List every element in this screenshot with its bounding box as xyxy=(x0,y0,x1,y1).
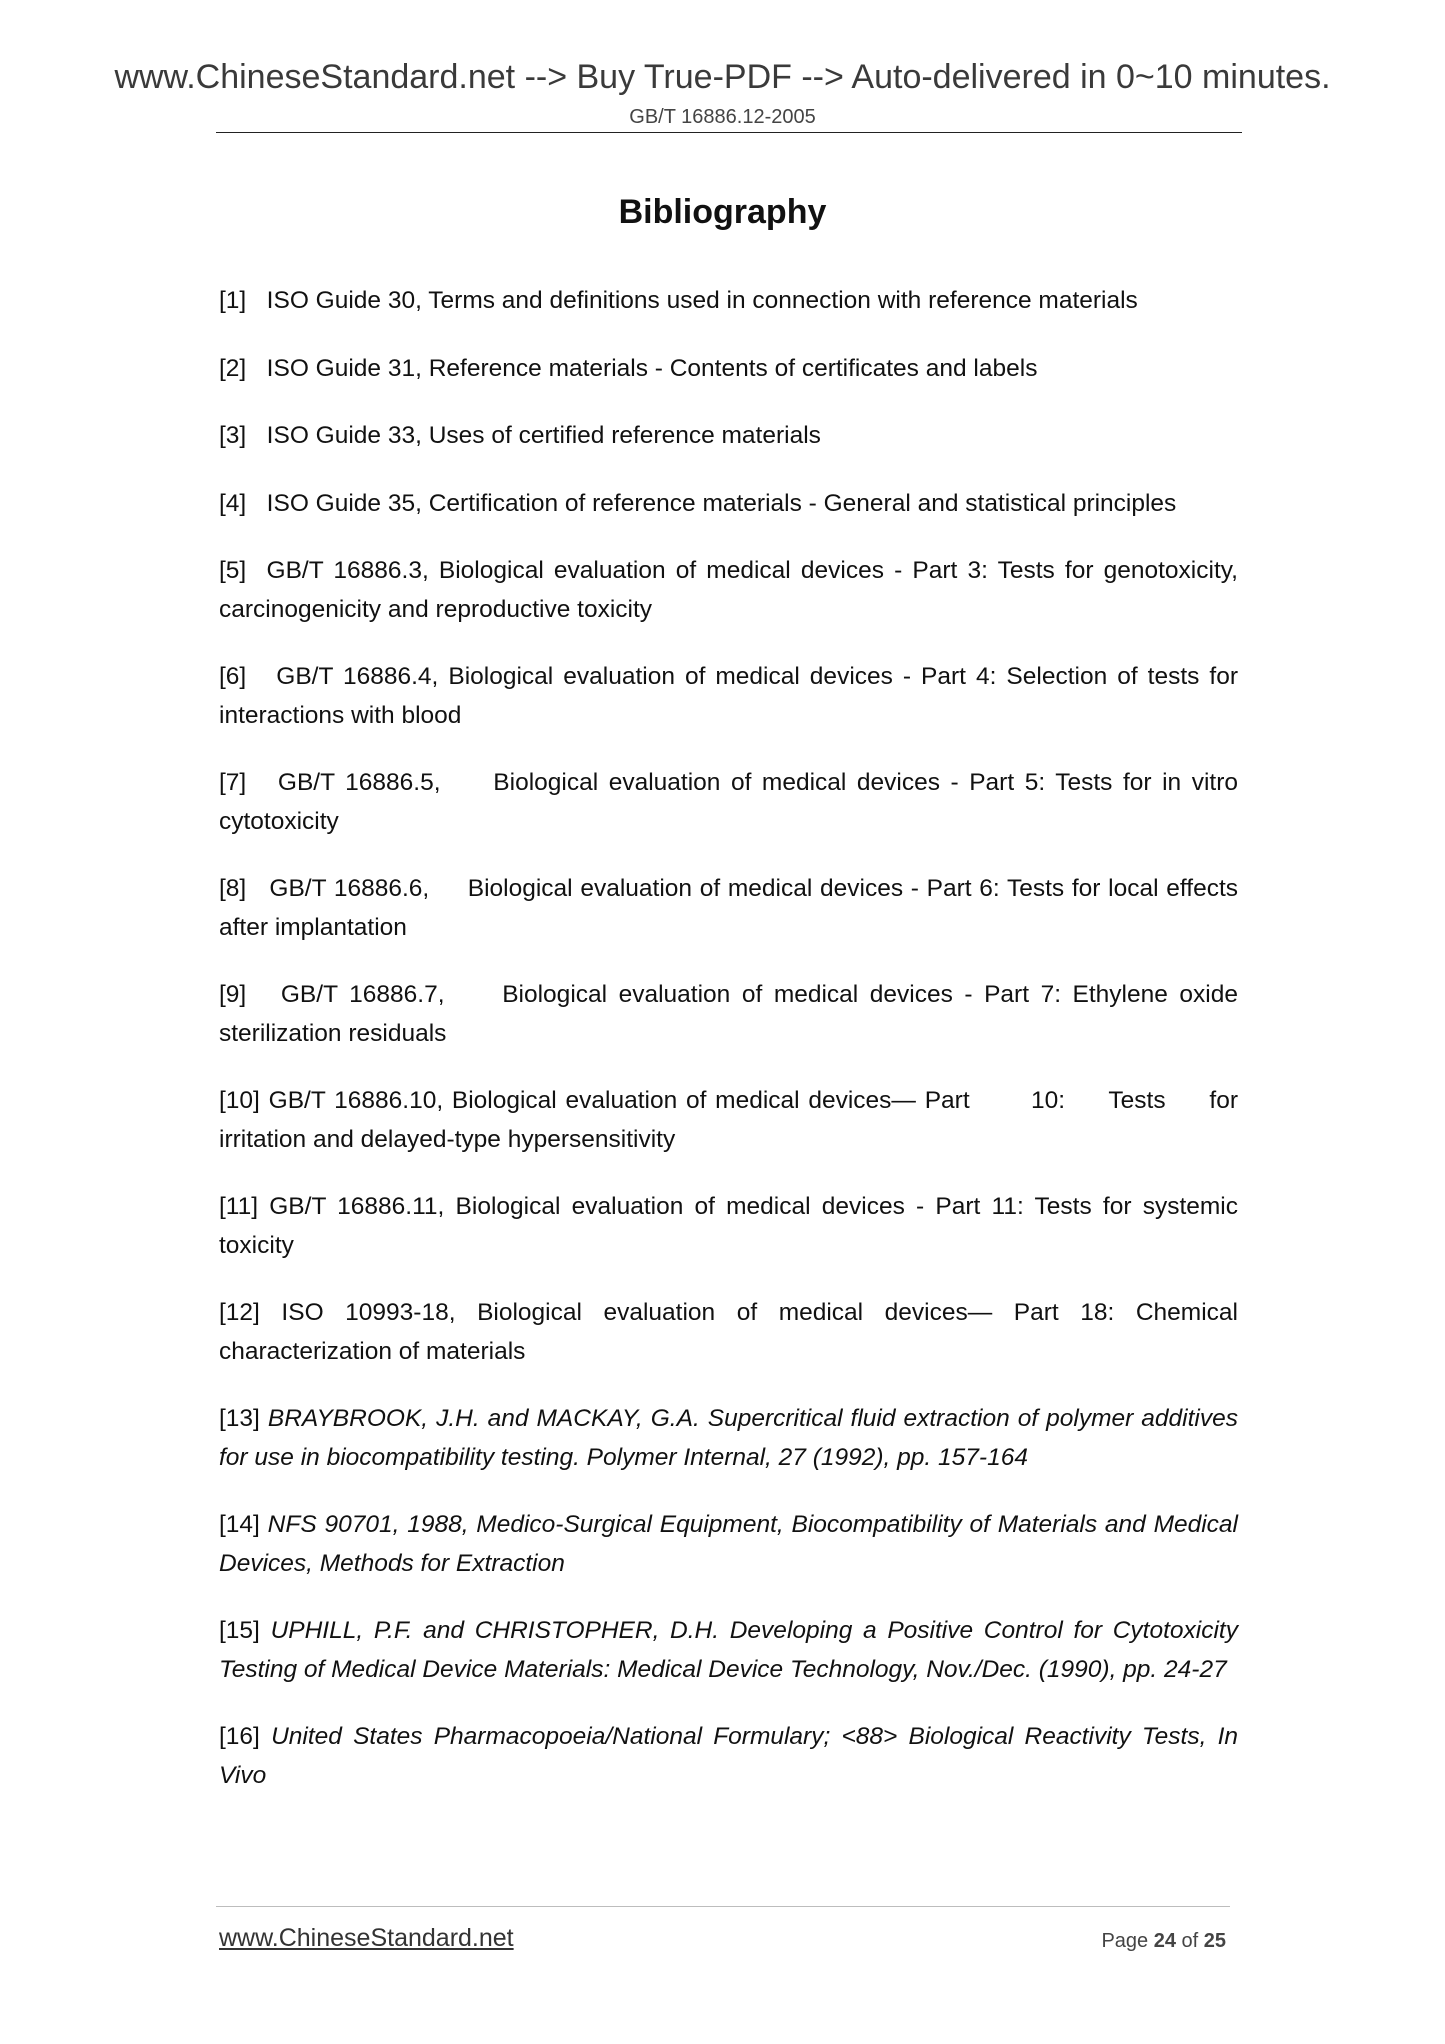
reference-item xyxy=(219,1506,1238,1583)
reference-text: ISO 10993-18, Biological evaluation of medical devices— Part 18: Chemical characterization of materials xyxy=(219,1299,1238,1365)
reference-spacer xyxy=(260,1723,271,1750)
reference-number: [15] xyxy=(219,1617,260,1644)
reference-item xyxy=(219,658,1238,735)
reference-spacer xyxy=(260,1617,271,1644)
reference-item xyxy=(219,764,1238,841)
reference-item xyxy=(219,1400,1238,1477)
reference-spacer xyxy=(246,490,266,517)
reference-text: United States Pharmacopoeia/National Formulary; <88> Biological Reactivity Tests, In Vivo xyxy=(219,1723,1238,1789)
reference-text: GB/T 16886.4, Biological evaluation of medical devices - Part 4: Selection of tests for interactions with blood xyxy=(219,663,1238,729)
reference-spacer xyxy=(258,1193,269,1220)
reference-item xyxy=(219,1718,1238,1795)
reference-number: [11] xyxy=(219,1193,259,1220)
reference-text: GB/T 16886.5, Biological evaluation of medical devices - Part 5: Tests for in vitro cytotoxicity xyxy=(219,769,1239,835)
top-banner: www.ChineseStandard.net --> Buy True-PDF --> Auto-delivered in 0~10 minutes. xyxy=(114,58,1331,96)
reference-number: [9] xyxy=(219,981,247,1008)
reference-number: [14] xyxy=(219,1511,260,1538)
reference-text: BRAYBROOK, J.H. and MACKAY, G.A. Supercritical fluid extraction of polymer additives for use in biocompatibility testing. Polymer Internal, 27 (1992), pp. 157-164 xyxy=(219,1405,1238,1471)
reference-text: GB/T 16886.10, Biological evaluation of medical devices— Part 10: Tests for irritation and delayed-type hypersensitivity xyxy=(219,1087,1238,1153)
standard-code: GB/T 16886.12-2005 xyxy=(629,106,816,128)
page-current: 24 xyxy=(1153,1930,1176,1952)
reference-spacer xyxy=(246,663,276,690)
reference-item xyxy=(219,350,1238,389)
reference-number: [5] xyxy=(219,557,247,584)
reference-spacer xyxy=(246,422,266,449)
footer-site-link[interactable]: www.ChineseStandard.net xyxy=(219,1924,514,1952)
reference-number: [1] xyxy=(219,287,247,314)
reference-number: [16] xyxy=(219,1723,260,1750)
reference-spacer xyxy=(260,1087,269,1114)
reference-text: ISO Guide 30, Terms and definitions used in connection with reference materials xyxy=(266,287,1138,314)
reference-spacer xyxy=(246,355,266,382)
reference-spacer xyxy=(246,287,266,314)
reference-spacer xyxy=(260,1405,268,1432)
reference-text: GB/T 16886.3, Biological evaluation of medical devices - Part 3: Tests for genotoxicity, carcinogenicity and reproductive toxicity xyxy=(219,557,1238,623)
reference-number: [3] xyxy=(219,422,247,449)
reference-item xyxy=(219,282,1238,321)
reference-spacer xyxy=(246,981,281,1008)
reference-item xyxy=(219,552,1238,629)
reference-item xyxy=(219,1612,1238,1689)
reference-spacer xyxy=(260,1511,268,1538)
reference-text: ISO Guide 33, Uses of certified reference materials xyxy=(266,422,821,449)
reference-list xyxy=(219,282,1238,1824)
reference-spacer xyxy=(260,1299,282,1326)
reference-number: [8] xyxy=(219,875,247,902)
reference-spacer xyxy=(246,875,269,902)
reference-text: UPHILL, P.F. and CHRISTOPHER, D.H. Developing a Positive Control for Cytotoxicity Testing of Medical Device Materials: Medical Device Technology, Nov./Dec. (1990), pp. 24-27 xyxy=(219,1617,1238,1683)
reference-number: [10] xyxy=(219,1087,260,1114)
reference-number: [12] xyxy=(219,1299,260,1326)
reference-text: GB/T 16886.7, Biological evaluation of medical devices - Part 7: Ethylene oxide sterilization residuals xyxy=(219,981,1238,1047)
page-number xyxy=(1101,1930,1226,1953)
reference-item xyxy=(219,1082,1238,1159)
reference-number: [6] xyxy=(219,663,247,690)
reference-item xyxy=(219,1188,1238,1265)
reference-item xyxy=(219,485,1238,524)
reference-text: GB/T 16886.11, Biological evaluation of medical devices - Part 11: Tests for systemic toxicity xyxy=(219,1193,1238,1259)
page-prefix: Page xyxy=(1101,1930,1154,1952)
page-of: of xyxy=(1175,1930,1204,1952)
reference-number: [2] xyxy=(219,354,247,382)
reference-text: NFS 90701, 1988, Medico-Surgical Equipment, Biocompatibility of Materials and Medical Devices, Methods for Extraction xyxy=(219,1511,1238,1577)
footer-divider xyxy=(216,1906,1230,1907)
reference-text: ISO Guide 31, Reference materials - Contents of certificates and labels xyxy=(266,354,1038,382)
reference-number: [7] xyxy=(219,769,247,796)
reference-number: [4] xyxy=(219,489,247,517)
page-title: Bibliography xyxy=(618,193,827,231)
header-divider xyxy=(216,132,1242,133)
reference-number: [13] xyxy=(219,1405,260,1432)
reference-item xyxy=(219,1294,1238,1371)
reference-item xyxy=(219,976,1238,1053)
reference-item xyxy=(219,870,1238,947)
reference-item xyxy=(219,417,1238,456)
reference-text: ISO Guide 35, Certification of reference materials - General and statistical principles xyxy=(266,489,1177,517)
page-total: 25 xyxy=(1203,1930,1226,1952)
reference-text: GB/T 16886.6, Biological evaluation of medical devices - Part 6: Tests for local effects after implantation xyxy=(219,875,1239,941)
reference-spacer xyxy=(246,557,266,584)
reference-spacer xyxy=(246,769,278,796)
